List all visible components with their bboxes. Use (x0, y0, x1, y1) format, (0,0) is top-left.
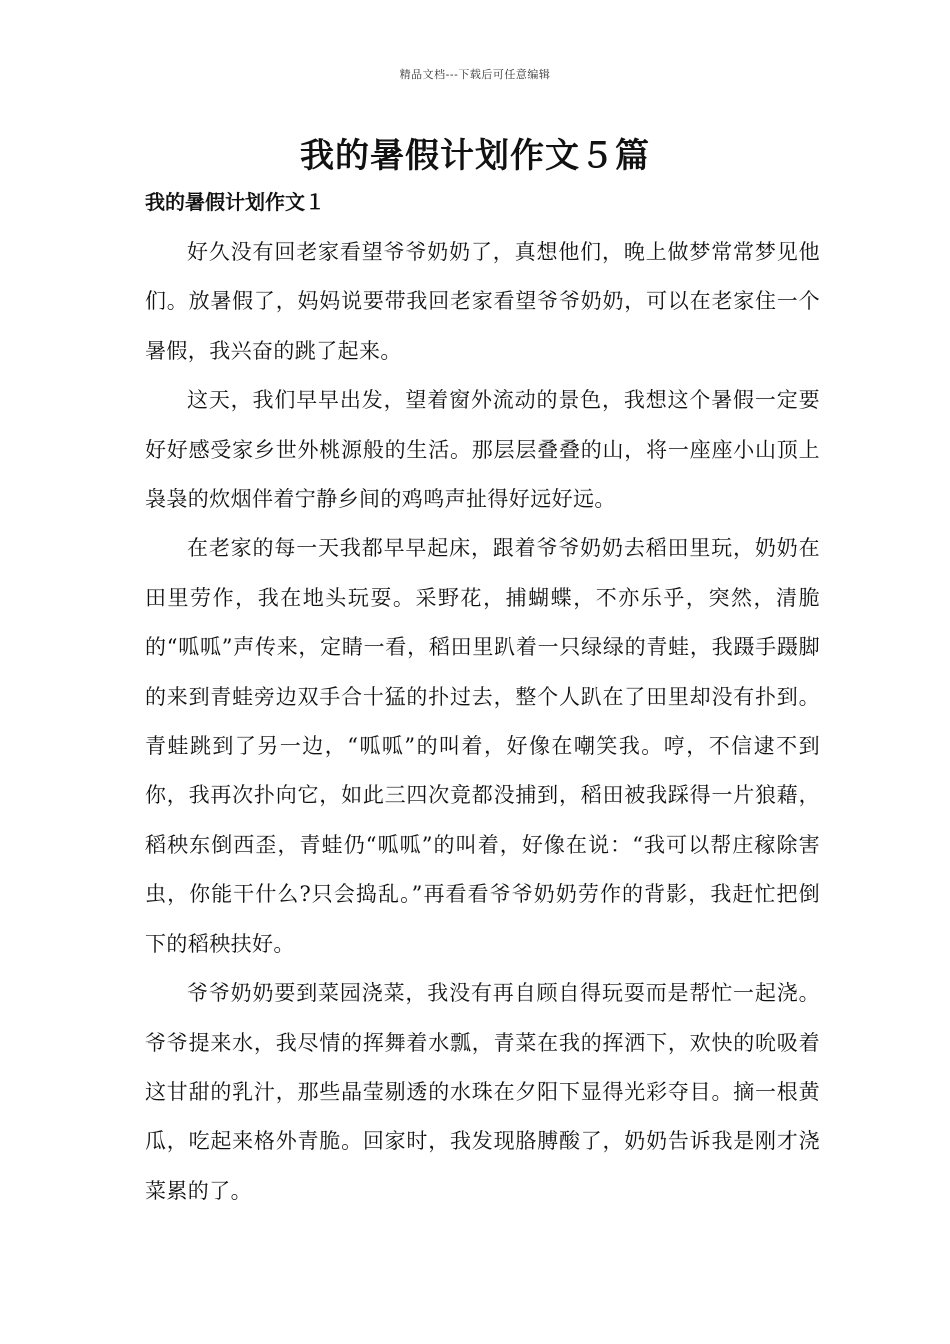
section-heading: 我的暑假计划作文１ (145, 190, 325, 214)
paragraph: 爷爷奶奶要到菜园浇菜，我没有再自顾自得玩耍而是帮忙一起浇。爷爷提来水，我尽情的挥舞着水瓢，青菜在我的挥洒下，欢快的吮吸着这甘甜的乳汁，那些晶莹剔透的水珠在夕阳下显得光彩夺目。摘一根黄瓜，吃起来格外青脆。回家时，我发现胳膊酸了，奶奶告诉我是刚才浇菜累的了。 (145, 981, 820, 1203)
essay-body (145, 228, 820, 1216)
paragraph: 这天，我们早早出发，望着窗外流动的景色，我想这个暑假一定要好好感受家乡世外桃源般的生活。那层层叠叠的山，将一座座小山顶上袅袅的炊烟伴着宁静乡间的鸡鸣声扯得好远好远。 (145, 388, 820, 512)
document-title: 我的暑假计划作文５篇 (300, 136, 650, 176)
paragraph: 在老家的每一天我都早早起床，跟着爷爷奶奶去稻田里玩，奶奶在田里劳作，我在地头玩耍。采野花，捕蝴蝶，不亦乐乎，突然，清脆的“呱呱”声传来，定睛一看，稻田里趴着一只绿绿的青蛙，我蹑手蹑脚的来到青蛙旁边双手合十猛的扑过去，整个人趴在了田里却没有扑到。青蛙跳到了另一边，“呱呱”的叫着，好像在嘲笑我。哼，不信逮不到你，我再次扑向它，如此三四次竟都没捕到，稻田被我踩得一片狼藉，稻秧东倒西歪，青蛙仍“呱呱”的叫着，好像在说：“我可以帮庄稼除害虫，你能干什么?只会捣乱。”再看看爷爷奶奶劳作的背影，我赶忙把倒下的稻秧扶好。 (145, 536, 820, 956)
paragraph: 好久没有回老家看望爷爷奶奶了，真想他们，晚上做梦常常梦见他们。放暑假了，妈妈说要带我回老家看望爷爷奶奶，可以在老家住一个暑假，我兴奋的跳了起来。 (145, 240, 820, 363)
header-note: 精品文档---下载后可任意编辑 (399, 68, 551, 81)
